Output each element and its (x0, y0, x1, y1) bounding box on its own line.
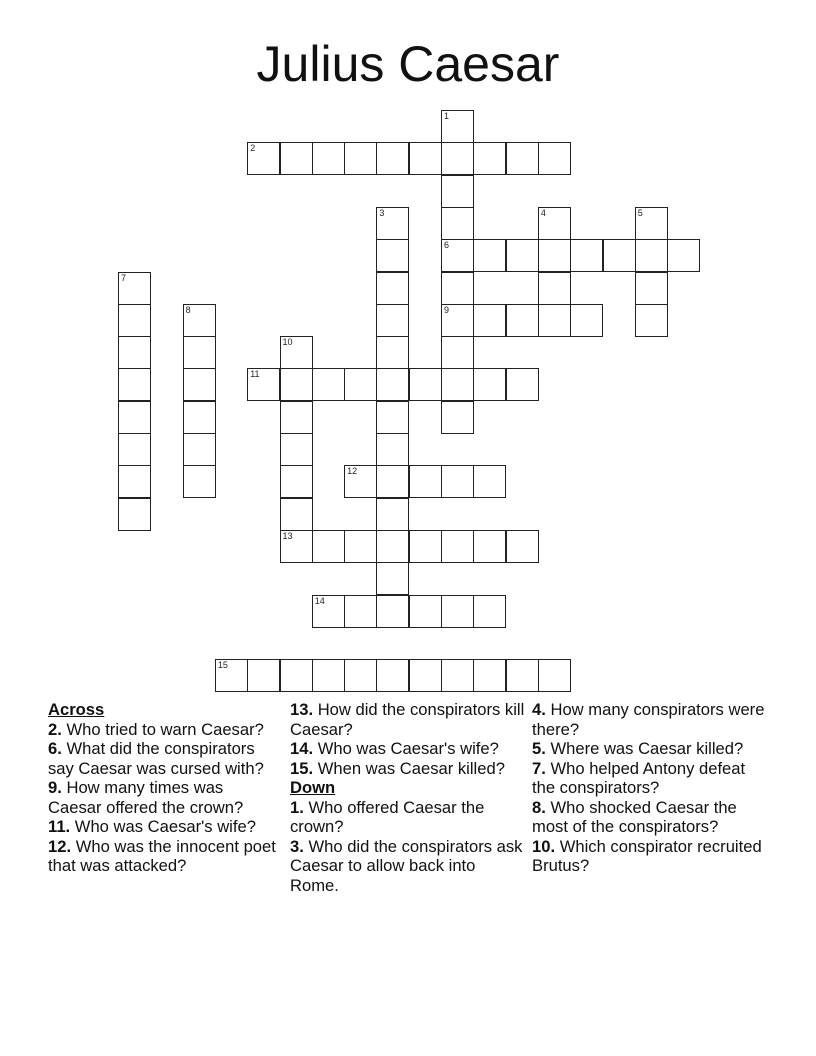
crossword-cell[interactable] (118, 368, 151, 401)
cell-number: 5 (637, 207, 643, 218)
crossword-cell[interactable] (409, 595, 442, 628)
crossword-cell[interactable] (183, 368, 216, 401)
clue-text: How many times was Caesar offered the crown? (48, 778, 244, 817)
crossword-cell[interactable] (473, 304, 506, 337)
crossword-cell[interactable] (409, 530, 442, 563)
crossword-cell[interactable] (635, 239, 668, 272)
crossword-cell[interactable] (312, 368, 345, 401)
crossword-cell[interactable] (473, 530, 506, 563)
crossword-cell[interactable] (376, 401, 409, 434)
clue-number: 5. (532, 739, 546, 758)
across-clue-12 (48, 837, 280, 876)
cell-number: 3 (379, 207, 385, 218)
crossword-cell[interactable] (635, 207, 668, 240)
crossword-cell[interactable] (312, 530, 345, 563)
crossword-cell[interactable] (473, 595, 506, 628)
clue-text: When was Caesar killed? (317, 758, 505, 778)
clue-text: Who was the innocent poet that was attacked? (48, 836, 276, 875)
crossword-cell[interactable] (667, 239, 700, 272)
crossword-cell[interactable] (506, 142, 539, 175)
clue-number: 10. (532, 836, 556, 856)
crossword-cell[interactable] (118, 433, 151, 466)
clue-text: Who was Caesar's wife? (74, 817, 256, 836)
crossword-cell[interactable] (538, 207, 571, 240)
crossword-cell[interactable] (183, 465, 216, 498)
crossword-cell[interactable] (376, 336, 409, 369)
crossword-cell[interactable] (280, 465, 313, 498)
across-clue-15 (290, 759, 526, 779)
clue-number: 13. (290, 700, 314, 719)
clue-text: Who helped Antony defeat the conspirators? (532, 758, 746, 797)
crossword-cell[interactable] (280, 401, 313, 434)
crossword-cell[interactable] (344, 368, 377, 401)
crossword-cell[interactable] (376, 498, 409, 531)
cell-number: 1 (444, 111, 450, 121)
crossword-cell[interactable] (441, 142, 474, 175)
crossword-cell[interactable] (247, 659, 280, 692)
crossword-cell[interactable] (538, 659, 571, 692)
crossword-cell[interactable] (506, 368, 539, 401)
crossword-cell[interactable] (441, 595, 474, 628)
clue-text: How did the conspirators kill Caesar? (290, 700, 525, 739)
clue-text: Who did the conspirators ask Caesar to allow back into Rome. (290, 836, 523, 895)
crossword-cell[interactable] (280, 368, 313, 401)
crossword-cell[interactable] (570, 239, 603, 272)
crossword-cell[interactable] (409, 142, 442, 175)
crossword-cell[interactable] (473, 239, 506, 272)
crossword-cell[interactable] (280, 498, 313, 531)
crossword-cell[interactable] (118, 272, 151, 305)
crossword-cell[interactable] (441, 368, 474, 401)
crossword-cell[interactable] (506, 304, 539, 337)
clue-number: 14. (290, 739, 314, 758)
crossword-cell[interactable] (409, 465, 442, 498)
crossword-cell[interactable] (441, 336, 474, 369)
down-clue-10 (532, 837, 772, 876)
clue-number: 2. (48, 719, 62, 739)
crossword-cell[interactable] (280, 659, 313, 692)
clue-number: 7. (532, 758, 546, 778)
across-heading: Across (48, 700, 105, 719)
cell-number: 4 (540, 207, 546, 218)
crossword-cell[interactable] (409, 368, 442, 401)
crossword-cell[interactable] (376, 304, 409, 337)
down-clue-3 (290, 837, 526, 896)
cell-number: 9 (444, 304, 450, 315)
crossword-cell[interactable] (441, 659, 474, 692)
crossword-cell[interactable] (280, 336, 313, 369)
clue-number: 11. (48, 817, 71, 836)
crossword-cell[interactable] (441, 530, 474, 563)
clue-column-2 (290, 700, 526, 895)
crossword-cell[interactable] (538, 272, 571, 305)
clue-text: Which conspirator recruited Brutus? (532, 836, 762, 875)
crossword-cell[interactable] (635, 272, 668, 305)
crossword-cell[interactable] (183, 433, 216, 466)
across-clue-13 (290, 700, 526, 739)
cell-number: 11 (250, 369, 260, 380)
crossword-cell[interactable] (603, 239, 636, 272)
clue-text: Who shocked Caesar the most of the conspirators? (532, 797, 737, 836)
down-clue-5 (532, 739, 772, 759)
crossword-cell[interactable] (376, 530, 409, 563)
crossword-cell[interactable] (441, 175, 474, 208)
crossword-cell[interactable] (344, 659, 377, 692)
crossword-cell[interactable] (344, 595, 377, 628)
crossword-cell[interactable] (570, 304, 603, 337)
crossword-cell[interactable] (538, 239, 571, 272)
crossword-cell[interactable] (441, 110, 474, 143)
crossword-cell[interactable] (344, 465, 377, 498)
crossword-cell[interactable] (344, 530, 377, 563)
crossword-cell[interactable] (118, 304, 151, 337)
crossword-cell[interactable] (183, 401, 216, 434)
crossword-cell[interactable] (441, 272, 474, 305)
crossword-cell[interactable] (280, 530, 313, 563)
down-heading: Down (290, 778, 336, 797)
crossword-cell[interactable] (376, 368, 409, 401)
cell-number: 15 (217, 660, 228, 671)
cell-number: 13 (282, 530, 293, 541)
crossword-cell[interactable] (118, 401, 151, 434)
crossword-cell[interactable] (376, 595, 409, 628)
cell-number: 10 (282, 337, 293, 348)
down-clue-8 (532, 798, 772, 837)
down-clue-4 (532, 700, 772, 739)
crossword-cell[interactable] (312, 142, 345, 175)
crossword-cell[interactable] (473, 659, 506, 692)
clue-text: Who was Caesar's wife? (317, 739, 499, 758)
down-clue-1 (290, 798, 526, 837)
crossword-cell[interactable] (215, 659, 248, 692)
crossword-cell[interactable] (247, 142, 280, 175)
crossword-cell[interactable] (635, 304, 668, 337)
crossword-cell[interactable] (376, 465, 409, 498)
crossword-cell[interactable] (441, 207, 474, 240)
clue-column-3 (532, 700, 772, 876)
crossword-cell[interactable] (280, 433, 313, 466)
crossword-cell[interactable] (312, 595, 345, 628)
crossword-cell[interactable] (376, 562, 409, 595)
clue-number: 4. (532, 700, 546, 719)
clue-number: 8. (532, 797, 546, 817)
clue-number: 12. (48, 836, 72, 856)
crossword-cell[interactable] (441, 401, 474, 434)
puzzle-title: Julius Caesar (256, 36, 560, 92)
clue-number: 15. (290, 758, 314, 778)
crossword-cell[interactable] (441, 465, 474, 498)
cell-number: 2 (250, 143, 256, 154)
crossword-cell[interactable] (312, 659, 345, 692)
crossword-cell[interactable] (506, 530, 539, 563)
crossword-cell[interactable] (118, 498, 151, 531)
crossword-cell[interactable] (183, 304, 216, 337)
crossword-cell[interactable] (409, 659, 442, 692)
crossword-cell[interactable] (473, 465, 506, 498)
crossword-cell[interactable] (473, 142, 506, 175)
crossword-cell[interactable] (344, 142, 377, 175)
crossword-cell[interactable] (118, 336, 151, 369)
clue-number: 9. (48, 778, 62, 797)
crossword-cell[interactable] (376, 207, 409, 240)
across-clue-9 (48, 778, 280, 817)
crossword-cell[interactable] (376, 659, 409, 692)
clue-text: Who tried to warn Caesar? (66, 719, 264, 739)
cell-number: 8 (185, 304, 191, 315)
across-clue-14 (290, 739, 526, 759)
crossword-cell[interactable] (376, 272, 409, 305)
clue-text: How many conspirators were there? (532, 700, 765, 739)
across-clue-2 (48, 720, 280, 740)
clue-text: Who offered Caesar the crown? (290, 797, 485, 836)
clue-number: 3. (290, 836, 304, 856)
cell-number: 7 (121, 272, 127, 283)
crossword-cell[interactable] (376, 433, 409, 466)
clue-number: 1. (290, 797, 304, 817)
clue-text: Where was Caesar killed? (550, 739, 744, 758)
crossword-cell[interactable] (441, 239, 474, 272)
clue-column-1 (48, 700, 280, 876)
across-clue-6 (48, 739, 280, 778)
crossword-cell[interactable] (247, 368, 280, 401)
crossword-cell[interactable] (506, 659, 539, 692)
crossword-cell[interactable] (538, 304, 571, 337)
cell-number: 12 (347, 466, 358, 477)
crossword-cell[interactable] (441, 304, 474, 337)
clue-number: 6. (48, 739, 62, 758)
cell-number: 6 (444, 240, 450, 251)
across-clue-11 (48, 817, 280, 837)
crossword-cell[interactable] (280, 142, 313, 175)
crossword-cell[interactable] (183, 336, 216, 369)
crossword-cell[interactable] (506, 239, 539, 272)
down-clue-7 (532, 759, 772, 798)
crossword-cell[interactable] (118, 465, 151, 498)
cell-number: 14 (314, 595, 325, 606)
clue-text: What did the conspirators say Caesar was cursed with? (48, 739, 264, 778)
crossword-cell[interactable] (376, 239, 409, 272)
crossword-cell[interactable] (473, 368, 506, 401)
crossword-cell[interactable] (376, 142, 409, 175)
crossword-cell[interactable] (538, 142, 571, 175)
